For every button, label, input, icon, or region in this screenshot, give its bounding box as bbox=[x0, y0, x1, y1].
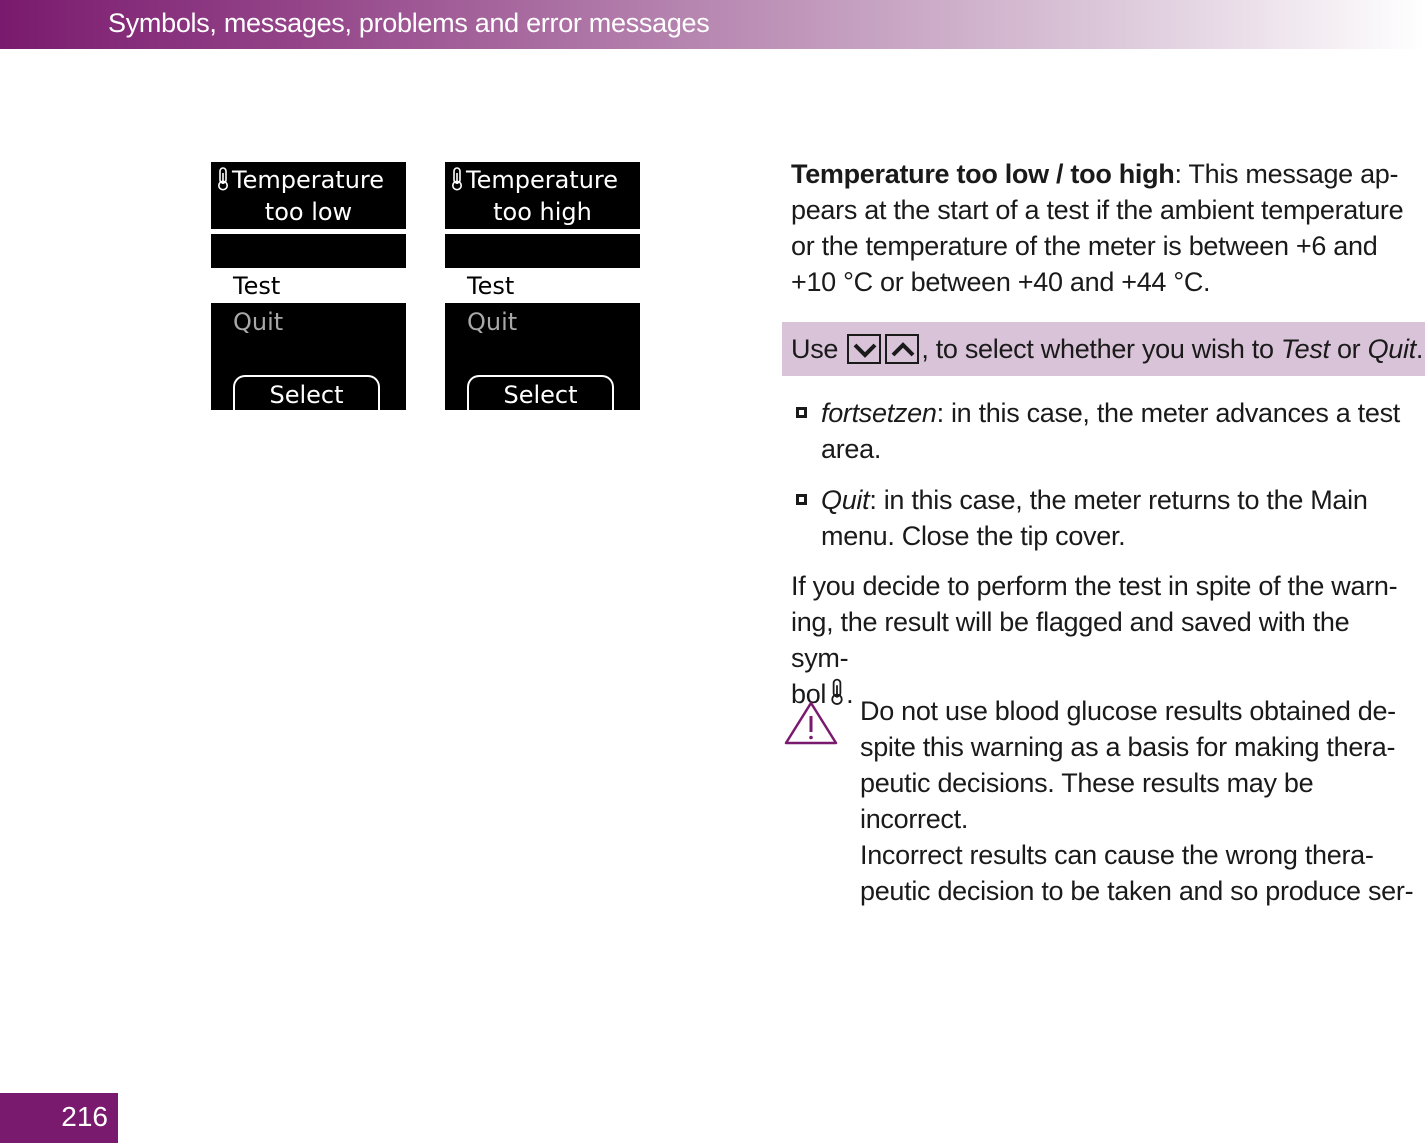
screen-message-line2: too low bbox=[264, 198, 353, 226]
instruction-option-test: Test bbox=[1280, 334, 1330, 364]
screen-message-line2: too high bbox=[493, 198, 592, 226]
screen-message-line1: Temperature bbox=[232, 166, 385, 194]
screen-lower-area bbox=[445, 303, 640, 410]
select-softkey: Select bbox=[233, 375, 380, 415]
instruction-end: . bbox=[1415, 334, 1424, 364]
paragraph-heading: Temperature too low / too high bbox=[791, 159, 1175, 189]
header-bar bbox=[0, 0, 1425, 49]
menu-option-quit: Quit bbox=[467, 308, 518, 336]
screen-message bbox=[445, 162, 640, 229]
screen-lower-area bbox=[211, 303, 406, 410]
thermometer-icon bbox=[215, 167, 231, 199]
section-title: Symbols, messages, problems and error messages bbox=[108, 8, 710, 38]
instruction-or: or bbox=[1336, 334, 1361, 364]
paragraph-end: . bbox=[846, 679, 854, 709]
meter-screen-too-low bbox=[211, 162, 406, 410]
bullet-term: Quit bbox=[821, 485, 870, 515]
screen-message-line1: Temperature bbox=[466, 166, 619, 194]
menu-option-test: Test bbox=[233, 272, 281, 300]
menu-option-quit: Quit bbox=[233, 308, 284, 336]
warning-text: Do not use blood glucose results obtained de- spite this warning as a basis for making thera- peutic decisions. These results may be incorrect. Incorrect results can cause the wrong thera- peutic decision to be taken and so produce ser- bbox=[860, 696, 1414, 906]
warning-triangle-icon bbox=[783, 700, 839, 751]
bullet-text: : in this case, the meter returns to the Main menu. Close the tip cover. bbox=[821, 485, 1368, 551]
down-arrow-button-icon bbox=[847, 334, 881, 364]
bullet-square-icon bbox=[796, 407, 807, 418]
instruction-option-quit: Quit bbox=[1367, 334, 1416, 364]
screen-divider-band bbox=[445, 234, 640, 268]
paragraph-description bbox=[791, 156, 1411, 300]
meter-screen-too-high bbox=[445, 162, 640, 410]
instruction-middle: , to select whether you wish to bbox=[921, 334, 1274, 364]
page-number: 216 bbox=[61, 1101, 108, 1132]
paragraph-body: : This message ap- pears at the start of a test if the ambient temperature or the temperature of the meter is between +6 and +10 °C or between +40 and +44 °C. bbox=[791, 159, 1404, 297]
menu-option-test: Test bbox=[467, 272, 515, 300]
thermometer-icon bbox=[449, 167, 465, 199]
select-softkey: Select bbox=[467, 375, 614, 415]
paragraph-body: If you decide to perform the test in spite of the warn- ing, the result will be flagged and saved with the sym- bol bbox=[791, 571, 1398, 709]
screen-divider-band bbox=[211, 234, 406, 268]
bullet-square-icon bbox=[796, 494, 807, 505]
screen-message bbox=[211, 162, 406, 229]
bullet-text: : in this case, the meter advances a test area. bbox=[821, 398, 1401, 464]
instruction-box bbox=[782, 322, 1425, 376]
up-arrow-button-icon bbox=[885, 334, 919, 364]
instruction-prefix: Use bbox=[791, 334, 839, 364]
page-number-box bbox=[0, 1093, 118, 1143]
bullet-term: fortsetzen bbox=[821, 398, 937, 428]
